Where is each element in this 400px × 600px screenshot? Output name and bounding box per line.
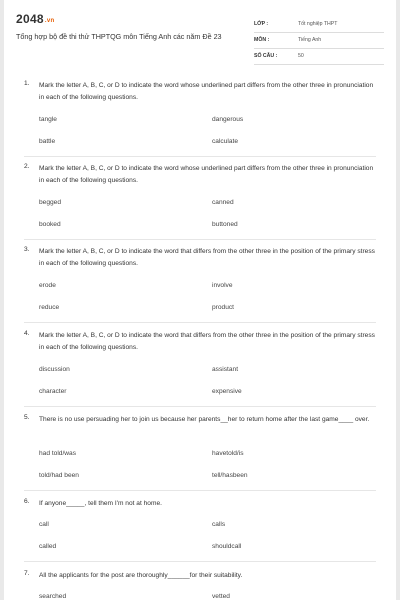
meta-row-class	[254, 17, 384, 33]
page-header	[16, 10, 384, 60]
question-text: Mark the letter A, B, C, or D to indicate the word whose underlined part differs from the other three in pronunciation in each of the following questions.	[39, 82, 374, 101]
question-text: If anyone_____, tell them I'm not at home.	[39, 500, 162, 507]
option-b[interactable]: involve	[212, 282, 233, 289]
option-c[interactable]: booked	[39, 221, 61, 228]
option-a[interactable]: erode	[39, 282, 56, 289]
question-number: 5.	[24, 414, 30, 421]
option-b[interactable]: canned	[212, 199, 234, 206]
option-b[interactable]: assistant	[212, 366, 239, 373]
question-text: All the applicants for the post are thoroughly______for their suitability.	[39, 572, 243, 579]
question-divider	[24, 322, 376, 323]
option-a[interactable]: searched	[39, 593, 67, 600]
question-number: 4.	[24, 330, 30, 337]
meta-value: Tốt nghiệp THPT	[298, 21, 338, 27]
option-d[interactable]: tell/hasbeen	[212, 472, 248, 479]
option-a[interactable]: discussion	[39, 366, 70, 373]
exam-meta	[254, 17, 384, 65]
question-divider	[24, 406, 376, 407]
option-d[interactable]: shouldcall	[212, 543, 242, 550]
question-text: Mark the letter A, B, C, or D to indicate the word that differs from the other three in the position of the primary stress in each of the following questions.	[39, 248, 375, 267]
option-d[interactable]: expensive	[212, 388, 242, 395]
question-number: 2.	[24, 163, 30, 170]
question-divider	[24, 561, 376, 562]
question-text: There is no use persuading her to join us because her parents__her to return home after the last game____ over.	[39, 416, 370, 423]
option-a[interactable]: begged	[39, 199, 62, 206]
option-d[interactable]: product	[212, 304, 234, 311]
option-c[interactable]: battle	[39, 138, 56, 145]
question-number: 7.	[24, 570, 30, 577]
meta-label: SỐ CÂU :	[254, 53, 278, 59]
site-logo[interactable]	[16, 12, 54, 26]
question-text: Mark the letter A, B, C, or D to indicate the word whose underlined part differs from the other three in pronunciation in each of the following questions.	[39, 165, 374, 184]
meta-label: LỚP :	[254, 21, 269, 27]
logo-suffix: .vn	[44, 18, 55, 24]
option-c[interactable]: called	[39, 543, 57, 550]
option-b[interactable]: havetold/is	[212, 450, 244, 457]
option-d[interactable]: calculate	[212, 138, 239, 145]
meta-value: Tiếng Anh	[298, 37, 322, 43]
option-b[interactable]: vetted	[212, 593, 230, 600]
question-divider	[24, 239, 376, 240]
meta-row-subject	[254, 33, 384, 49]
option-d[interactable]: buttoned	[212, 221, 238, 228]
question-number: 1.	[24, 80, 30, 87]
exam-page	[4, 0, 396, 600]
logo-text: 2048	[16, 12, 44, 26]
question-number: 3.	[24, 246, 30, 253]
option-c[interactable]: character	[39, 388, 67, 395]
option-a[interactable]: call	[39, 521, 49, 528]
option-c[interactable]: told/had been	[39, 472, 79, 479]
question-divider	[24, 490, 376, 491]
option-a[interactable]: tangle	[39, 116, 57, 123]
meta-value: 50	[298, 53, 304, 59]
document-title: Tổng hợp bộ đề thi thử THPTQG môn Tiếng Anh các năm Đề 23	[16, 32, 222, 41]
question-text: Mark the letter A, B, C, or D to indicate the word that differs from the other three in the position of the primary stress in each of the following questions.	[39, 332, 375, 351]
question-divider	[24, 156, 376, 157]
meta-row-question-count	[254, 49, 384, 65]
meta-label: MÔN :	[254, 37, 270, 43]
option-c[interactable]: reduce	[39, 304, 60, 311]
question-number: 6.	[24, 498, 30, 505]
option-b[interactable]: calls	[212, 521, 226, 528]
option-b[interactable]: dangerous	[212, 116, 244, 123]
option-a[interactable]: had told/was	[39, 450, 77, 457]
